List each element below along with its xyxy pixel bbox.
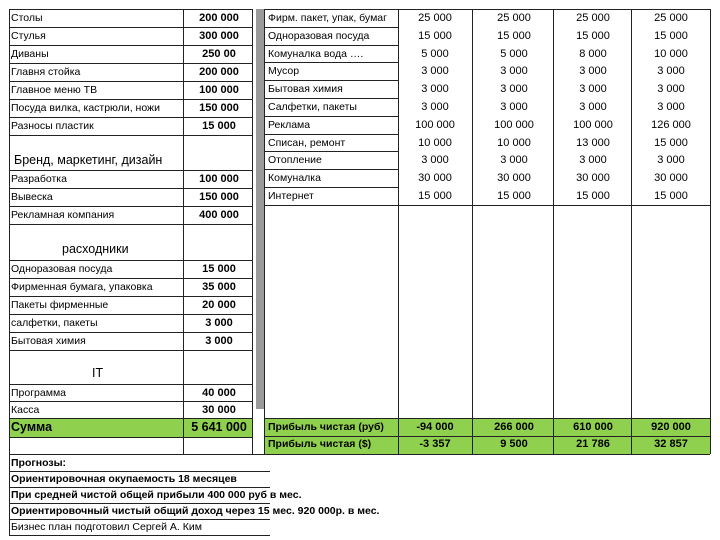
monthly-cost-value: 3 000 (421, 65, 449, 78)
grid-line (9, 296, 252, 297)
monthly-cost-value: 25 000 (418, 12, 452, 24)
monthly-cost-value: 15 000 (654, 29, 688, 42)
monthly-cost-value: 3 000 (500, 65, 528, 78)
footer-line: Ориентировочный чистый общий доход через 15 мес. 920 000р. в мес. (11, 505, 380, 517)
grid-line (264, 169, 398, 170)
supplies-row-label: Бытовая химия (11, 335, 86, 347)
monthly-cost-value: 3 000 (657, 101, 685, 113)
profit_rub-value: -94 000 (416, 421, 454, 433)
grid-line (9, 9, 10, 454)
grid-line (9, 437, 252, 438)
monthly-cost-value: 126 000 (651, 118, 691, 131)
footer-line: Бизнес план подготовил Сергей А. Ким (11, 521, 202, 533)
grid-line (252, 9, 253, 454)
grid-line (9, 117, 252, 118)
profit_rub-label: Прибыль чистая (руб) (268, 421, 384, 433)
grid-line (264, 187, 398, 188)
monthly-cost-value: 25 000 (654, 12, 688, 24)
cost-row-label: Главня стойка (11, 66, 81, 78)
monthly-cost-value: 100 000 (573, 118, 613, 131)
grid-line (264, 98, 398, 99)
supplies-row-value: 3 000 (205, 335, 233, 347)
grid-line (9, 99, 252, 100)
grid-line (9, 260, 252, 261)
cost-row-label: Диваны (11, 48, 49, 60)
monthly-cost-value: 3 000 (421, 83, 449, 96)
footer-line: Ориентировочная окупаемость 18 месяцев (11, 473, 237, 485)
monthly-cost-label: Салфетки, пакеты (268, 101, 357, 113)
grid-line (264, 418, 710, 419)
supplies-row-value: 35 000 (202, 281, 236, 293)
cost-row-value: 200 000 (199, 66, 239, 78)
grid-line (9, 45, 252, 46)
grid-line (264, 45, 398, 46)
grid-line (553, 9, 554, 454)
total-value: 5 641 000 (191, 420, 247, 434)
monthly-cost-value: 15 000 (654, 190, 688, 202)
grid-line (264, 436, 710, 437)
monthly-cost-value: 3 000 (579, 83, 607, 96)
monthly-cost-value: 3 000 (421, 101, 449, 113)
monthly-cost-value: 30 000 (654, 172, 688, 185)
grid-line (264, 62, 398, 63)
monthly-cost-label: Комуналка (268, 172, 321, 185)
monthly-cost-label: Комуналка вода …. (268, 47, 364, 60)
grid-line (264, 9, 265, 454)
it-row-value: 30 000 (202, 404, 236, 416)
monthly-cost-value: 25 000 (497, 12, 531, 24)
monthly-cost-value: 3 000 (500, 154, 528, 167)
grid-line (9, 454, 710, 455)
grid-line (9, 384, 252, 385)
brand-row-value: 150 000 (199, 191, 239, 203)
supplies-row-label: Пакеты фирменные (11, 299, 109, 311)
section-title-supplies: расходники (62, 242, 129, 256)
grid-line (9, 535, 270, 536)
grid-line (9, 401, 252, 402)
footer-line: Прогнозы: (11, 457, 67, 469)
monthly-cost-value: 3 000 (579, 65, 607, 78)
monthly-cost-value: 3 000 (657, 154, 685, 167)
grid-line (264, 134, 398, 135)
grid-line (264, 27, 398, 28)
grid-line (9, 9, 252, 10)
grid-line (9, 454, 10, 535)
supplies-row-label: Фирменная бумага, упаковка (11, 281, 153, 293)
monthly-cost-value: 3 000 (579, 154, 607, 167)
cost-row-label: Главное меню ТВ (11, 84, 98, 96)
monthly-cost-value: 30 000 (418, 172, 452, 185)
cost-row-label: Стулья (11, 30, 46, 42)
grid-line (9, 81, 252, 82)
monthly-cost-value: 15 000 (576, 29, 610, 42)
monthly-cost-value: 25 000 (576, 12, 610, 24)
monthly-cost-value: 30 000 (497, 172, 531, 185)
monthly-cost-value: 3 000 (500, 101, 528, 113)
profit_usd-label: Прибыль чистая ($) (268, 438, 372, 450)
cost-row-label: Разносы пластик (11, 120, 94, 132)
profit_usd-value: 21 786 (576, 438, 610, 450)
grid-line (9, 332, 252, 333)
monthly-cost-label: Реклама (268, 118, 311, 131)
grid-line (472, 9, 473, 454)
grid-line (264, 151, 398, 152)
cost-row-value: 200 000 (199, 12, 239, 24)
monthly-cost-value: 3 000 (579, 101, 607, 113)
monthly-cost-label: Фирм. пакет, упак, бумаг (268, 12, 387, 24)
grid-line (9, 224, 252, 225)
grid-line (264, 80, 398, 81)
profit_usd-value: 32 857 (654, 438, 688, 450)
column-gutter (256, 9, 264, 409)
section-title-brand: Бренд, маркетинг, дизайн (14, 153, 163, 167)
monthly-cost-value: 100 000 (415, 118, 455, 131)
profit_rub-value: 920 000 (651, 421, 691, 433)
profit_rub-value: 610 000 (573, 421, 613, 433)
monthly-cost-value: 100 000 (494, 118, 534, 131)
cost-row-value: 150 000 (199, 102, 239, 114)
grid-line (9, 206, 252, 207)
monthly-cost-value: 15 000 (418, 190, 452, 202)
it-row-value: 40 000 (202, 387, 236, 399)
cost-row-value: 15 000 (202, 120, 236, 132)
it-row-label: Касса (11, 404, 40, 416)
cost-row-value: 250 00 (202, 48, 236, 60)
grid-line (264, 205, 710, 206)
monthly-cost-value: 3 000 (500, 83, 528, 96)
monthly-cost-value: 8 000 (579, 47, 607, 60)
total-label: Сумма (11, 420, 53, 434)
monthly-cost-value: 15 000 (654, 136, 688, 149)
monthly-cost-label: Интернет (268, 190, 314, 202)
supplies-row-value: 20 000 (202, 299, 236, 311)
profit_rub-value: 266 000 (494, 421, 534, 433)
monthly-cost-label: Списан, ремонт (268, 136, 346, 149)
monthly-cost-value: 3 000 (421, 154, 449, 167)
supplies-row-label: Одноразовая посуда (11, 263, 113, 275)
cost-row-label: Столы (11, 12, 43, 24)
grid-line (183, 9, 184, 454)
section-title-it: IT (92, 366, 104, 380)
grid-line (398, 9, 399, 454)
monthly-cost-label: Одноразовая посуда (268, 29, 370, 42)
monthly-cost-value: 30 000 (576, 172, 610, 185)
monthly-cost-value: 15 000 (497, 190, 531, 202)
brand-row-value: 100 000 (199, 173, 239, 185)
monthly-cost-label: Бытовая химия (268, 83, 343, 96)
grid-line (9, 27, 252, 28)
monthly-cost-value: 10 000 (418, 136, 452, 149)
monthly-cost-value: 5 000 (500, 47, 528, 60)
monthly-cost-value: 3 000 (657, 83, 685, 96)
grid-line (264, 9, 710, 10)
grid-line (9, 188, 252, 189)
supplies-row-label: салфетки, пакеты (11, 317, 98, 329)
grid-line (9, 170, 252, 171)
monthly-cost-value: 5 000 (421, 47, 449, 60)
grid-line (264, 116, 398, 117)
monthly-cost-label: Отопление (268, 154, 322, 167)
monthly-cost-value: 15 000 (418, 29, 452, 42)
grid-line (9, 418, 252, 419)
monthly-cost-value: 13 000 (576, 136, 610, 149)
brand-row-label: Вывеска (11, 191, 53, 203)
profit_usd-value: 9 500 (500, 438, 528, 450)
monthly-cost-value: 15 000 (576, 190, 610, 202)
grid-line (9, 278, 252, 279)
cost-row-value: 300 000 (199, 30, 239, 42)
monthly-cost-value: 10 000 (497, 136, 531, 149)
brand-row-label: Разработка (11, 173, 67, 185)
supplies-row-value: 3 000 (205, 317, 233, 329)
monthly-cost-label: Мусор (268, 65, 300, 78)
monthly-cost-value: 3 000 (657, 65, 685, 78)
it-row-label: Программа (11, 387, 67, 399)
brand-row-label: Рекламная компания (11, 209, 115, 221)
grid-line (9, 350, 252, 351)
footer-line: При средней чистой общей прибыли 400 000 руб в мес. (11, 489, 302, 501)
monthly-cost-value: 10 000 (654, 47, 688, 60)
cost-row-value: 100 000 (199, 84, 239, 96)
supplies-row-value: 15 000 (202, 263, 236, 275)
grid-line (9, 135, 252, 136)
grid-line (631, 9, 632, 454)
monthly-cost-value: 15 000 (497, 29, 531, 42)
grid-line (9, 314, 252, 315)
profit_usd-value: -3 357 (419, 438, 451, 450)
brand-row-value: 400 000 (199, 209, 239, 221)
cost-row-label: Посуда вилка, кастрюли, ножи (11, 102, 160, 114)
grid-line (710, 9, 711, 454)
grid-line (9, 63, 252, 64)
